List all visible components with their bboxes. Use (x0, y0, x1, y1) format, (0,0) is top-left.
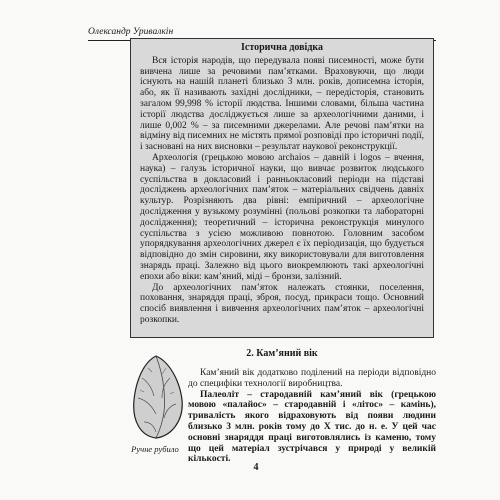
historical-note-paragraph-2: Археологія (грецькою мовою archaios – давній і logos – вчення, наука) – галузь історичної науки, що вивчає розвиток людського суспільства в докласовий і ранньокласовий періоди на підставі досліджень археологічних пам’яток – матеріальних свідчень давніх культур. Розрізняють два рівні: емпіричний – археологічне дослідження у вузькому розумінні (польові розкопки та лабораторні дослідження); теоретичний – історична реконструкція минулого суспільства з усією можливою повнотою. Головним засобом упорядкування археологічних джерел є їх періодизація, що будується відповідно до змін сировини, яку використовували для виготовлення знарядь праці. Залежно від цього виокремлюють такі археологічні епохи або віки: кам’яний, міді – бронзи, залізний. (140, 152, 424, 282)
historical-note-paragraph-3: До археологічних пам’яток належать стоянки, поселення, поховання, знаряддя праці, зброя, посуд, прикраси тощо. Основний спосіб виявлення і вивчення археологічних пам’яток – археологічні розкопки. (140, 282, 424, 325)
historical-note-paragraph-1: Вся історія народів, що передувала появі писемності, може бути вивчена лише за речовими пам’ятками. Враховуючи, що люди існують на нашій планеті близько 3 млн. років, дописемна історія, або, як її називають західні дослідники, – передісторія, становить загалом 99,998 % історії людства. Іншими словами, більша частина історії людства досліджується лише за археологічними даними, і лише 0,002 % – за писемними джерелами. Але речові пам’ятки на відміну від писемних не містять прямої розповіді про історичні події, і засновані на них висновки – результат наукової реконструкції. (140, 55, 424, 153)
historical-note-title: Історична довідка (241, 42, 323, 53)
figure-caption: Ручне рубило (131, 444, 179, 454)
section-body (188, 368, 436, 465)
section-heading: 2. Кам’яний вік (246, 348, 318, 359)
section-paragraph-1: Кам’яний вік додатково поділений на періоди відповідно до специфіки технології виробництва. (188, 368, 436, 389)
hand-axe-figure (126, 352, 188, 442)
hand-axe-icon (126, 352, 188, 442)
running-head-author: Олександр Уривалкін (88, 27, 436, 41)
page-number: 4 (253, 462, 259, 473)
historical-note-box (130, 38, 434, 338)
section-paragraph-2: Палеоліт – стародавній кам’яний вік (грецькою мовою «палайос» – стародавній і «літос» – камінь), тривалість якого відраховують від появи людини близько 3 млн. років тому до Х тис. до н. е. У цей час основні знаряддя праці виготовлялись із каменю, тому що цей матеріал зустрічався у природі у великій кількості. (188, 389, 436, 465)
